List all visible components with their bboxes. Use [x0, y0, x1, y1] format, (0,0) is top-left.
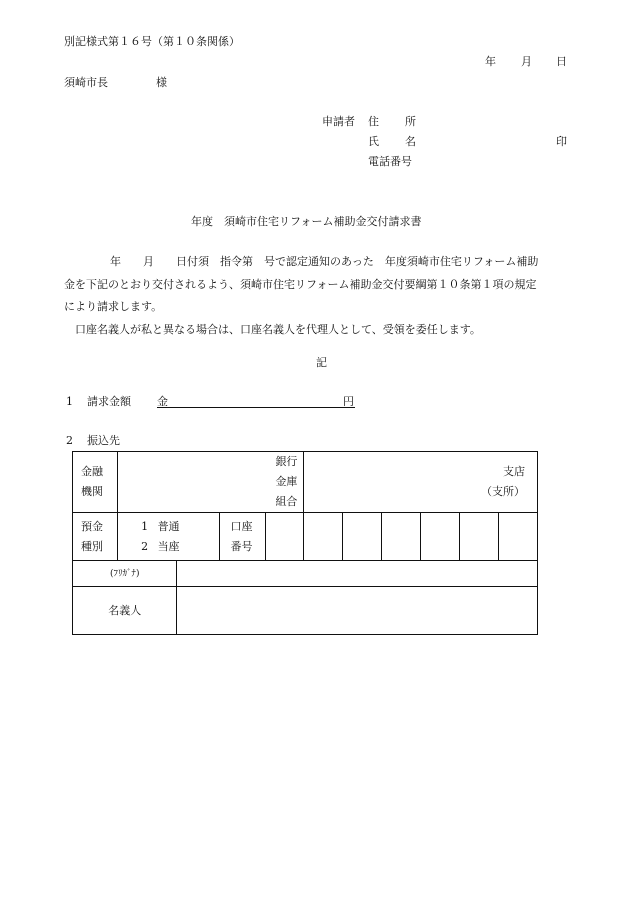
amount-suffix: 円	[343, 395, 354, 408]
bank-type-1: 銀行	[275, 455, 298, 468]
furigana-row	[73, 561, 538, 587]
deposit-option-1-label: 普通	[157, 519, 180, 533]
furigana-value-cell	[177, 561, 538, 587]
account-label-cell	[220, 513, 265, 561]
deposit-label-2: 種別	[81, 539, 103, 553]
account-digit-2	[304, 513, 343, 561]
item2-label: 振込先	[87, 434, 120, 447]
account-digit-7	[498, 513, 537, 561]
deposit-option-2-label: 当座	[157, 539, 180, 553]
deposit-option-1-num: 1	[141, 519, 149, 533]
bank-label-1: 金融	[81, 465, 103, 478]
body-line-3: により請求します。	[64, 300, 163, 313]
bank-type-3: 組合	[275, 495, 298, 508]
deposit-option-2	[126, 537, 219, 557]
branch-cell	[304, 452, 538, 513]
transfer-table	[72, 451, 538, 635]
account-label-1: 口座	[230, 519, 253, 533]
name-label-2: 名	[405, 135, 416, 148]
account-digit-1	[265, 513, 304, 561]
account-label-2: 番号	[230, 539, 253, 553]
bank-label-2: 機関	[81, 485, 103, 498]
request-body	[64, 251, 574, 341]
body-line-4: 口座名義人が私と異なる場合は、口座名義人を代理人として、受領を委任します。	[75, 322, 481, 336]
deposit-label-1: 預金	[81, 519, 103, 533]
account-digit-3	[343, 513, 382, 561]
bank-name-cell	[118, 452, 304, 513]
furigana-label: (ﾌﾘｶﾞﾅ)	[109, 568, 140, 579]
document-title: 年度 須崎市住宅リフォーム補助金交付請求書	[191, 215, 422, 228]
amount-underline	[157, 407, 355, 408]
body-line-1: 年 月 日付須 指令第 号で認定通知のあった 年度須崎市住宅リフォーム補助	[110, 255, 539, 268]
name-label-1: 氏	[368, 135, 379, 148]
recipient-honorific: 様	[156, 76, 167, 89]
deposit-option-2-num: 2	[141, 539, 149, 553]
bank-type-2: 金庫	[275, 475, 298, 488]
date-day: 日	[556, 55, 567, 68]
holder-value-cell	[177, 587, 538, 635]
ki-label: 記	[316, 356, 327, 369]
item1-number: 1	[66, 395, 73, 408]
deposit-label-cell	[73, 513, 118, 561]
deposit-options-cell	[118, 513, 220, 561]
deposit-row	[73, 513, 538, 561]
address-label-1: 住	[368, 115, 379, 128]
furigana-label-cell	[73, 561, 177, 587]
account-digit-6	[460, 513, 499, 561]
deposit-option-1	[126, 517, 219, 537]
phone-label: 電話番号	[368, 155, 412, 168]
seal-mark: 印	[556, 135, 567, 148]
holder-row	[73, 587, 538, 635]
holder-label: 名義人	[108, 603, 142, 617]
bank-label-cell	[73, 452, 118, 513]
date-year: 年	[485, 55, 496, 68]
bank-row	[73, 452, 538, 513]
recipient-name: 須崎市長	[64, 76, 108, 89]
item1-label: 請求金額	[87, 395, 131, 408]
account-digit-4	[382, 513, 421, 561]
body-line-2: 金を下記のとおり交付されるよう、須崎市住宅リフォーム補助金交付要綱第１０条第１項の規定	[64, 277, 537, 291]
account-digit-5	[421, 513, 460, 561]
address-label-2: 所	[405, 115, 416, 128]
amount-prefix: 金	[157, 395, 168, 408]
branch-label-1: 支店	[503, 465, 525, 478]
applicant-label: 申請者	[322, 115, 355, 128]
item2-number: 2	[66, 434, 73, 447]
date-month: 月	[521, 55, 532, 68]
holder-label-cell	[73, 587, 177, 635]
form-number: 別記様式第１６号（第１０条関係）	[64, 35, 240, 48]
branch-label-2: （支所）	[481, 485, 525, 498]
